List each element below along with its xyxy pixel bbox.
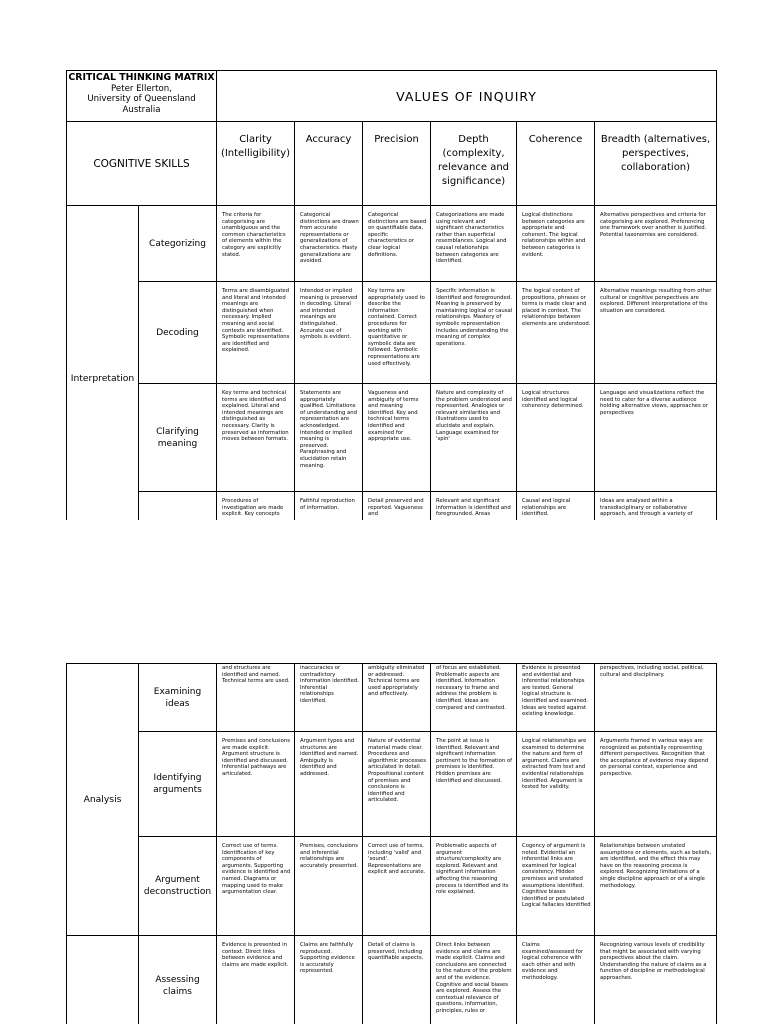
matrix-cell: Specific information is identified and foregrounded. Meaning is preserved by maintaining logical or causal relationships. Mastery of symbolic representation includes understanding the meaning of complex operations. xyxy=(431,282,517,384)
category-interpretation: Interpretation xyxy=(67,206,139,521)
matrix-cell: Cogency of argument is noted. Evidential an inferential links are examined for logical consistency. Hidden premises and unstated assumptions identified. Cognitive biases identified or postulated Logical fallacies identified xyxy=(517,837,595,936)
matrix-cell: Recognizing various levels of credibility that might be associated with varying perspectives about the claim. Understanding the nature of claims as a function of discipline or methodological approaches. xyxy=(595,936,717,1024)
values-of-inquiry-heading: VALUES OF INQUIRY xyxy=(217,71,717,122)
matrix-cell: Categorical distinctions are drawn from accurate representations or generalizations of characteristics. Hasty generalizations are avoided. xyxy=(295,206,363,282)
matrix-cell: Alternative perspectives and criteria for categorising are explored. Preferencing one framework over another is justified. Potential taxonomies are considered. xyxy=(595,206,717,282)
matrix-cell: Faithful reproduction of information. xyxy=(295,492,363,521)
column-header-depth: Depth (complexity, relevance and significance) xyxy=(431,122,517,206)
category-empty xyxy=(67,936,139,1024)
matrix-cell: Premises and conclusions are made explicit. Argument structure is identified and discussed. Inferential pathways are articulated. xyxy=(217,732,295,837)
matrix-cell: Direct links between evidence and claims are made explicit. Claims and conclusions are connected to the nature of the problem and of the evidence. Cognitive and social biases are explored. Assess the contextual relevance of questions, information, principles, rules or xyxy=(431,936,517,1024)
column-header-clarity: Clarity (Intelligibility) xyxy=(217,122,295,206)
matrix-cell: Relevant and significant information is identified and foregrounded. Areas xyxy=(431,492,517,521)
matrix-cell: Terms are disambiguated and literal and intended meanings are distinguished when necessary. Implied meaning and social contexts are identified. Symbolic representations are identified and explained. xyxy=(217,282,295,384)
matrix-cell: Claims are faithfully reproduced. Supporting evidence is accurately represented. xyxy=(295,936,363,1024)
matrix-cell: Argument types and structures are identified and named. Ambiguity is identified and addressed. xyxy=(295,732,363,837)
skill-examining-ideas: Examining ideas xyxy=(139,664,217,732)
matrix-cell: Ideas are analysed within a transdisciplinary or collaborative approach, and through a variety of xyxy=(595,492,717,521)
matrix-cell: Evidence is presented and evidential and inferential relationships are tested. General logical structure is identified and examined. Ideas are tested against existing knowledge. xyxy=(517,664,595,732)
matrix-cell: Alternative meanings resulting from other cultural or cognitive perspectives are explored. Different interpretations of the situation are considered. xyxy=(595,282,717,384)
skill-unlabeled xyxy=(139,492,217,521)
matrix-cell: Premises, conclusions and inferential relationships are accurately presented. xyxy=(295,837,363,936)
cognitive-skills-heading: COGNITIVE SKILLS xyxy=(67,122,217,206)
column-header-precision: Precision xyxy=(363,122,431,206)
matrix-cell: Nature and complexity of the problem understood and represented. Analogies or relevant similarities and illustrations used to elucidate and explain. Language examined for 'spin' xyxy=(431,384,517,492)
matrix-cell: Correct use of terms, including 'valid' and 'sound'. Representations are explicit and accurate. xyxy=(363,837,431,936)
matrix-cell: Language and visualizations reflect the need to cater for a diverse audience holding alternative views, approaches or perspectives xyxy=(595,384,717,492)
matrix-cell: Statements are appropriately qualified. Limitations of understanding and representation are acknowledged. Intended or implied meaning is preserved. Paraphrasing and elucidation retain meaning. xyxy=(295,384,363,492)
matrix-cell: Vagueness and ambiguity of terms and meaning identified. Key and technical terms identified and examined for appropriate use. xyxy=(363,384,431,492)
matrix-cell: Logical relationships are examined to determine the nature and form of argument. Claims are extracted from text and evidential relationships identified. Argument is tested for validity. xyxy=(517,732,595,837)
skill-decoding: Decoding xyxy=(139,282,217,384)
page-lower xyxy=(0,663,768,1024)
column-header-breadth: Breadth (alternatives, perspectives, collaboration) xyxy=(595,122,717,206)
matrix-cell: The logical content of propositions, phrases or terms is made clear and placed in context. The relationships between elements are understood. xyxy=(517,282,595,384)
matrix-cell: The point at issue is identified. Relevant and significant information pertinent to the formation of premises is identified. Hidden premises are identified and discussed. xyxy=(431,732,517,837)
matrix-cell: Evidence is presented in context. Direct links between evidence and claims are made explicit. xyxy=(217,936,295,1024)
matrix-cell: ambiguity eliminated or addressed. Technical terms are used appropriately and effectively. xyxy=(363,664,431,732)
country-name: Australia xyxy=(122,104,161,115)
matrix-cell: and structures are identified and named. Technical terms are used. xyxy=(217,664,295,732)
matrix-cell: Intended or implied meaning is preserved in decoding. Literal and intended meanings are distinguished. Accurate use of symbols is evident. xyxy=(295,282,363,384)
matrix-cell: The criteria for categorising are unambiguous and the common characteristics of elements within the category are explicitly stated. xyxy=(217,206,295,282)
category-analysis: Analysis xyxy=(67,664,139,936)
skill-argument-deconstruction: Argument deconstruction xyxy=(139,837,217,936)
skill-categorizing: Categorizing xyxy=(139,206,217,282)
column-header-accuracy: Accuracy xyxy=(295,122,363,206)
matrix-cell: Arguments framed in various ways are recognized as potentially representing different perspectives. Recognition that the acceptance of evidence may depend on personal context, experience and perspective. xyxy=(595,732,717,837)
matrix-cell: Correct use of terms. Identification of key components of arguments. Supporting evidence is identified and named. Diagrams or mapping used to make argumentation clear. xyxy=(217,837,295,936)
skill-clarifying-meaning: Clarifying meaning xyxy=(139,384,217,492)
matrix-header xyxy=(67,71,217,122)
matrix-cell: of focus are established. Problematic aspects are identified. Information necessary to frame and address the problem is identified. Ideas are compared and contrasted. xyxy=(431,664,517,732)
matrix-cell: Problematic aspects of argument structure/complexity are explored. Relevant and significant information affecting the reasoning process is identified and its role explained. xyxy=(431,837,517,936)
matrix-cell: Key terms and technical terms are identified and explained. Literal and intended meanings are distinguished as necessary. Clarity is preserved as information moves between formats. xyxy=(217,384,295,492)
skill-assessing-claims: Assessing claims xyxy=(139,936,217,1024)
matrix-cell: Categorizations are made using relevant and significant characteristics rather than superficial resemblances. Logical and causal relationships between categories are identified. xyxy=(431,206,517,282)
matrix-title: CRITICAL THINKING MATRIX xyxy=(68,72,215,83)
matrix-cell: Causal and logical relationships are identified. xyxy=(517,492,595,521)
matrix-cell: Detail of claims is preserved, including quantifiable aspects. xyxy=(363,936,431,1024)
matrix-cell: inaccuracies or contradictory information identified. Inferential relationships identified. xyxy=(295,664,363,732)
matrix-cell: Detail preserved and reported. Vagueness and xyxy=(363,492,431,521)
matrix-cell: Logical structures identified and logical coherency determined. xyxy=(517,384,595,492)
critical-thinking-matrix-lower xyxy=(66,663,717,1024)
column-header-coherence: Coherence xyxy=(517,122,595,206)
matrix-cell: Categorical distinctions are based on quantifiable data, specific characteristics or clear logical definitions. xyxy=(363,206,431,282)
institution-name: University of Queensland xyxy=(87,94,196,104)
matrix-cell: Procedures of investigation are made explicit. Key concepts xyxy=(217,492,295,521)
matrix-cell: Relationships between unstated assumptions or elements, such as beliefs, are identified, and the effect this may have on the reasoning process is explored. Recognizing limitations of a single discipline approach or of a single methodology. xyxy=(595,837,717,936)
critical-thinking-matrix-upper xyxy=(66,70,717,520)
skill-identifying-arguments: Identifying arguments xyxy=(139,732,217,837)
matrix-cell: Key terms are appropriately used to describe the information contained. Correct procedures for working with quantitative or symbolic data are followed. Symbolic representations are used effectively. xyxy=(363,282,431,384)
matrix-cell: perspectives, including social, political, cultural and disciplinary. xyxy=(595,664,717,732)
matrix-cell: Claims examined/assessed for logical coherence with each other and with evidence and methodology. xyxy=(517,936,595,1024)
matrix-cell: Logical distinctions between categories are appropriate and coherent. The logical relationships within and between categories is evident. xyxy=(517,206,595,282)
author-name: Peter Ellerton, xyxy=(111,83,172,94)
matrix-cell: Nature of evidential material made clear. Procedures and algorithmic processes articulated in detail. Propositional content of premises and conclusions is identified and articulated. xyxy=(363,732,431,837)
